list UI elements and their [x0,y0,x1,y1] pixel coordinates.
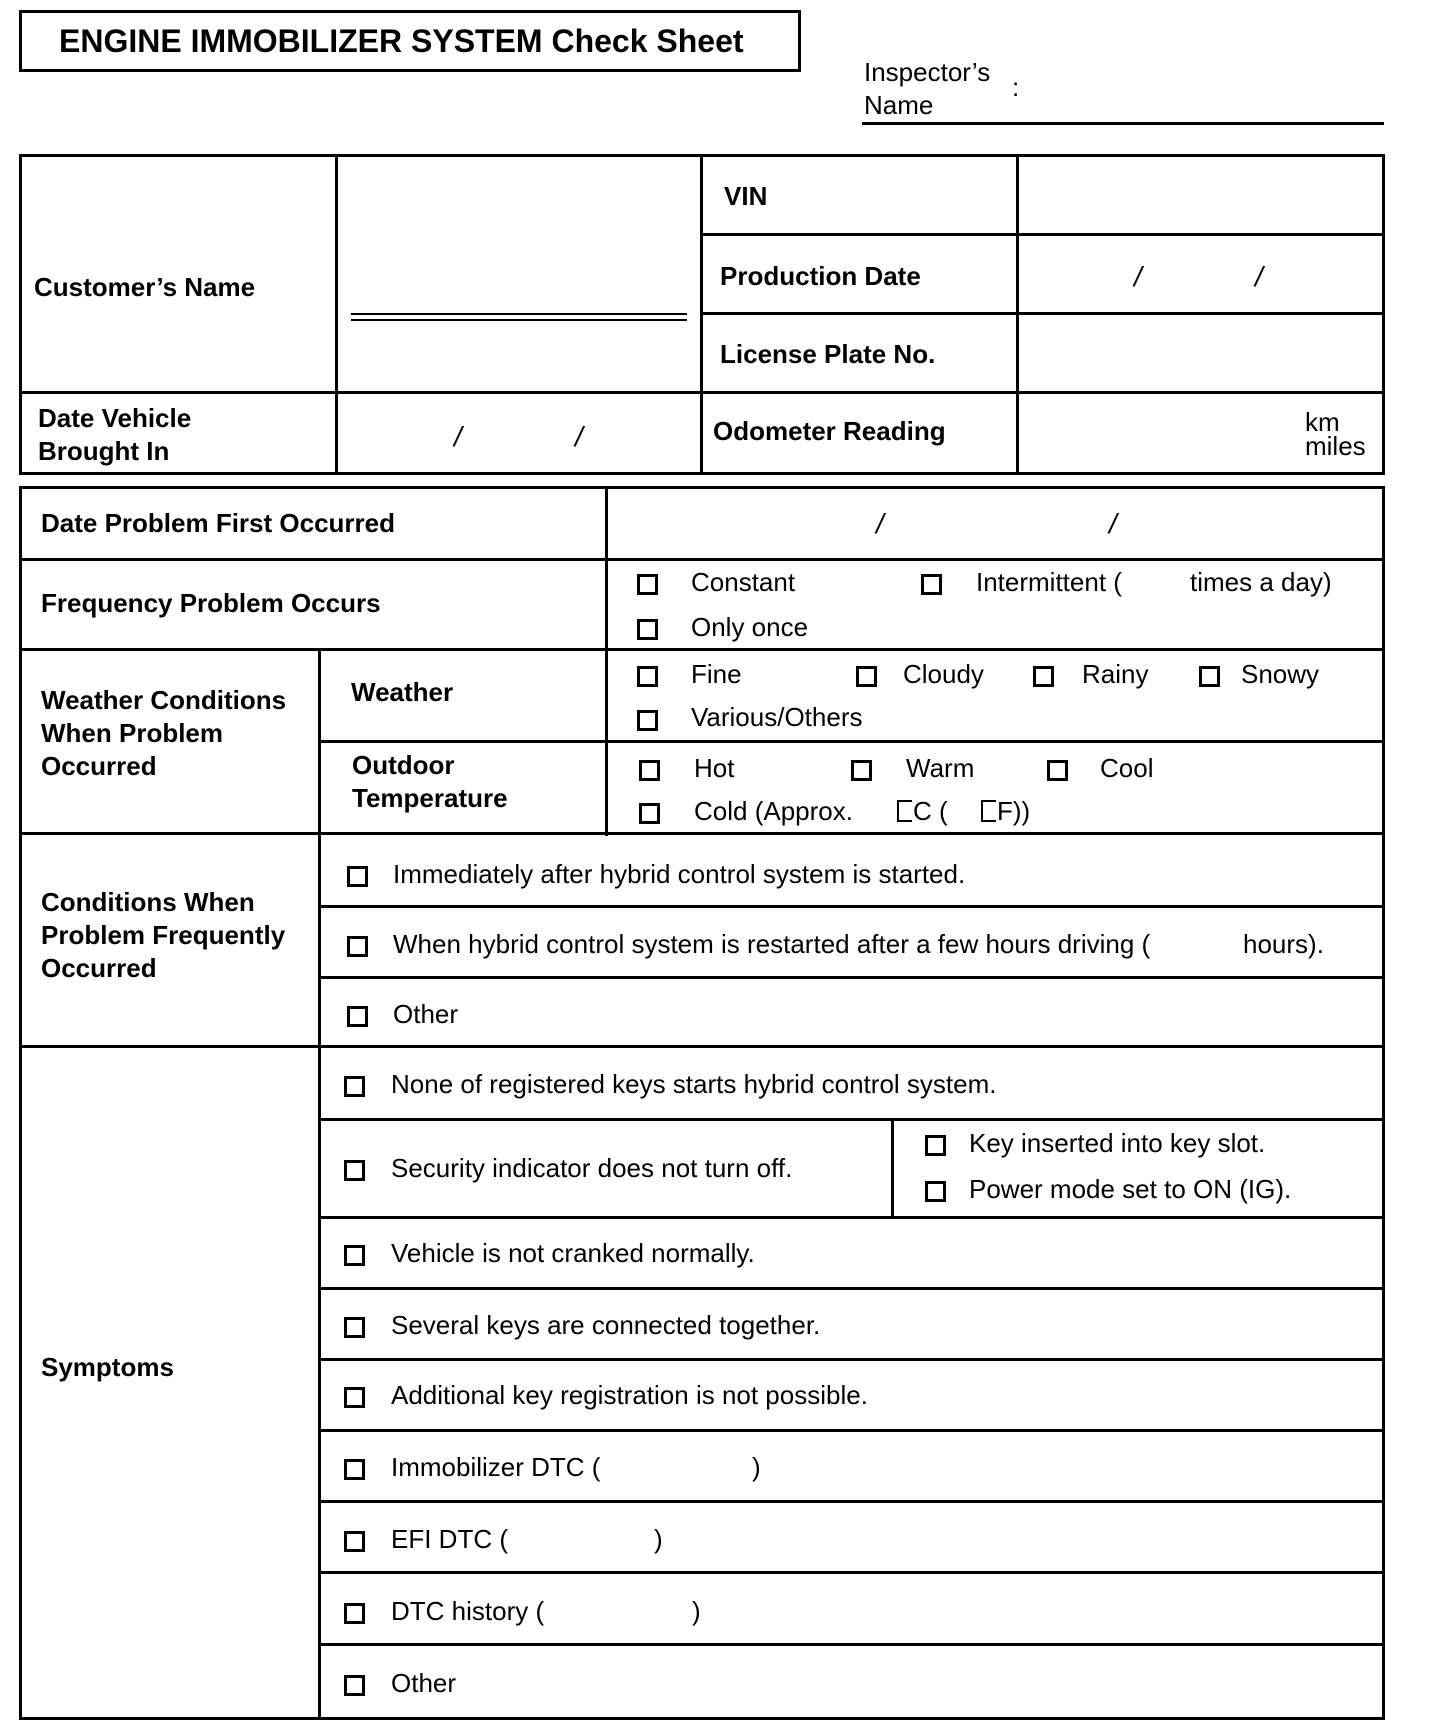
divider [19,391,1385,394]
fine-label: Fine [691,659,742,689]
divider [318,1500,1385,1503]
customer-name-label: Customer’s Name [34,272,256,302]
not-cranked-checkbox[interactable] [344,1245,365,1266]
symptom-other-label: Other [391,1668,457,1698]
divider [891,1120,894,1219]
date-separator: / [876,508,884,539]
divider [318,1358,1385,1361]
intermittent-checkbox[interactable] [921,574,942,595]
cloudy-label: Cloudy [903,659,984,689]
immediately-checkbox[interactable] [347,866,368,887]
divider [19,832,1385,835]
warm-label: Warm [906,753,975,783]
hot-checkbox[interactable] [639,760,660,781]
license-plate-label: License Plate No. [720,339,936,369]
keys-connected-label: Several keys are connected together. [391,1310,821,1340]
key-inserted-checkbox[interactable] [925,1135,946,1156]
power-mode-checkbox[interactable] [925,1181,946,1202]
divider [19,1045,1385,1048]
cold-label [694,796,853,826]
restarted-checkbox[interactable] [347,936,368,957]
restarted-hours-label: hours). [1243,929,1324,959]
title-box [19,10,801,72]
date-separator: / [1109,508,1117,539]
divider [19,558,1385,561]
divider [318,905,1385,908]
cold-celsius: C ( [897,796,948,826]
cool-checkbox[interactable] [1047,760,1068,781]
snowy-checkbox[interactable] [1199,666,1220,687]
rainy-label: Rainy [1082,659,1149,689]
conditions-line2: Problem Frequently [41,920,286,950]
outdoor-temperature-line2: Temperature [352,783,508,813]
only-once-label: Only once [691,612,809,642]
cold-fahrenheit: F)) [981,796,1030,826]
power-mode-label: Power mode set to ON (IG). [969,1174,1292,1204]
unit-miles: miles [1305,431,1366,461]
divider [318,1643,1385,1646]
various-checkbox[interactable] [637,710,658,731]
cold-prefix: Cold (Approx. [694,796,853,826]
conditions-label [41,886,285,985]
warm-checkbox[interactable] [851,760,872,781]
various-label: Various/Others [691,702,863,732]
divider [605,486,608,836]
divider [318,1429,1385,1432]
efi-dtc-label: EFI DTC ( [391,1524,508,1554]
date-brought-in-line2: Brought In [38,436,170,466]
immobilizer-dtc-label: Immobilizer DTC ( [391,1452,601,1482]
inspector-label-line2: Name [864,90,934,120]
cool-label: Cool [1100,753,1154,783]
weather-conditions-line3: Occurred [41,751,157,781]
keys-connected-checkbox[interactable] [344,1317,365,1338]
none-start-checkbox[interactable] [344,1076,365,1097]
date-first-occurred-label: Date Problem First Occurred [41,508,395,538]
restarted-label: When hybrid control system is restarted after a few hours driving ( [393,929,1151,959]
condition-other-label: Other [393,999,459,1029]
security-indicator-checkbox[interactable] [344,1160,365,1181]
vin-label: VIN [724,181,768,211]
outdoor-temperature-label [352,749,508,815]
divider [318,1216,1385,1219]
date-brought-in-label [38,402,191,468]
divider [318,1287,1385,1290]
rainy-checkbox[interactable] [1033,666,1054,687]
symptoms-label: Symptoms [41,1352,174,1382]
fahrenheit-box [981,800,996,822]
inspector-colon: : [1012,72,1020,102]
not-cranked-label: Vehicle is not cranked normally. [391,1238,755,1268]
condition-other-checkbox[interactable] [347,1006,368,1027]
intermittent-label: Intermittent ( [976,567,1122,597]
conditions-line3: Occurred [41,953,157,983]
divider [700,233,1385,236]
weather-conditions-label [41,684,286,783]
immobilizer-dtc-checkbox[interactable] [344,1459,365,1480]
page-title: ENGINE IMMOBILIZER SYSTEM Check Sheet [59,22,744,59]
unit-km: km [1305,407,1340,437]
weather-label: Weather [351,677,454,707]
outdoor-temperature-line1: Outdoor [352,750,455,780]
vin-field[interactable] [1019,157,1382,233]
conditions-line1: Conditions When [41,887,255,917]
odometer-label: Odometer Reading [713,416,946,446]
cloudy-checkbox[interactable] [856,666,877,687]
efi-dtc-close: ) [654,1524,663,1554]
dtc-history-checkbox[interactable] [344,1603,365,1624]
times-a-day-label: times a day) [1190,567,1332,597]
date-separator: / [454,421,462,452]
constant-label: Constant [691,567,796,597]
constant-checkbox[interactable] [637,574,658,595]
date-separator: / [1134,261,1142,292]
weather-conditions-line2: When Problem [41,718,224,748]
date-separator: / [1255,261,1263,292]
snowy-label: Snowy [1241,659,1320,689]
none-start-label: None of registered keys starts hybrid control system. [391,1069,997,1099]
security-indicator-label: Security indicator does not turn off. [391,1153,793,1183]
divider [318,976,1385,979]
celsius-box [897,800,912,822]
date-brought-in-line1: Date Vehicle [38,403,192,433]
dtc-history-label: DTC history ( [391,1596,545,1626]
divider [318,1571,1385,1574]
inspector-label [864,56,990,122]
divider [19,648,1385,651]
divider [318,740,1385,743]
immobilizer-dtc-close: ) [752,1452,761,1482]
frequency-label: Frequency Problem Occurs [41,588,381,618]
weather-conditions-line1: Weather Conditions [41,685,287,715]
inspector-label-line1: Inspector’s [864,57,991,87]
inspector-name-field[interactable] [862,122,1384,125]
only-once-checkbox[interactable] [637,619,658,640]
customer-name-field[interactable] [338,157,700,391]
registration-checkbox[interactable] [344,1387,365,1408]
efi-dtc-checkbox[interactable] [344,1531,365,1552]
key-inserted-label: Key inserted into key slot. [969,1128,1266,1158]
immediately-label: Immediately after hybrid control system is started. [393,859,966,889]
license-plate-field[interactable] [1019,315,1382,391]
divider [318,650,321,1720]
hot-label: Hot [694,753,735,783]
divider [318,1118,1385,1121]
fine-checkbox[interactable] [637,666,658,687]
date-separator: / [575,421,583,452]
dtc-history-close: ) [692,1596,701,1626]
registration-label: Additional key registration is not possible. [391,1380,868,1410]
cold-checkbox[interactable] [639,803,660,824]
symptom-other-checkbox[interactable] [344,1675,365,1696]
production-date-label: Production Date [720,261,921,291]
